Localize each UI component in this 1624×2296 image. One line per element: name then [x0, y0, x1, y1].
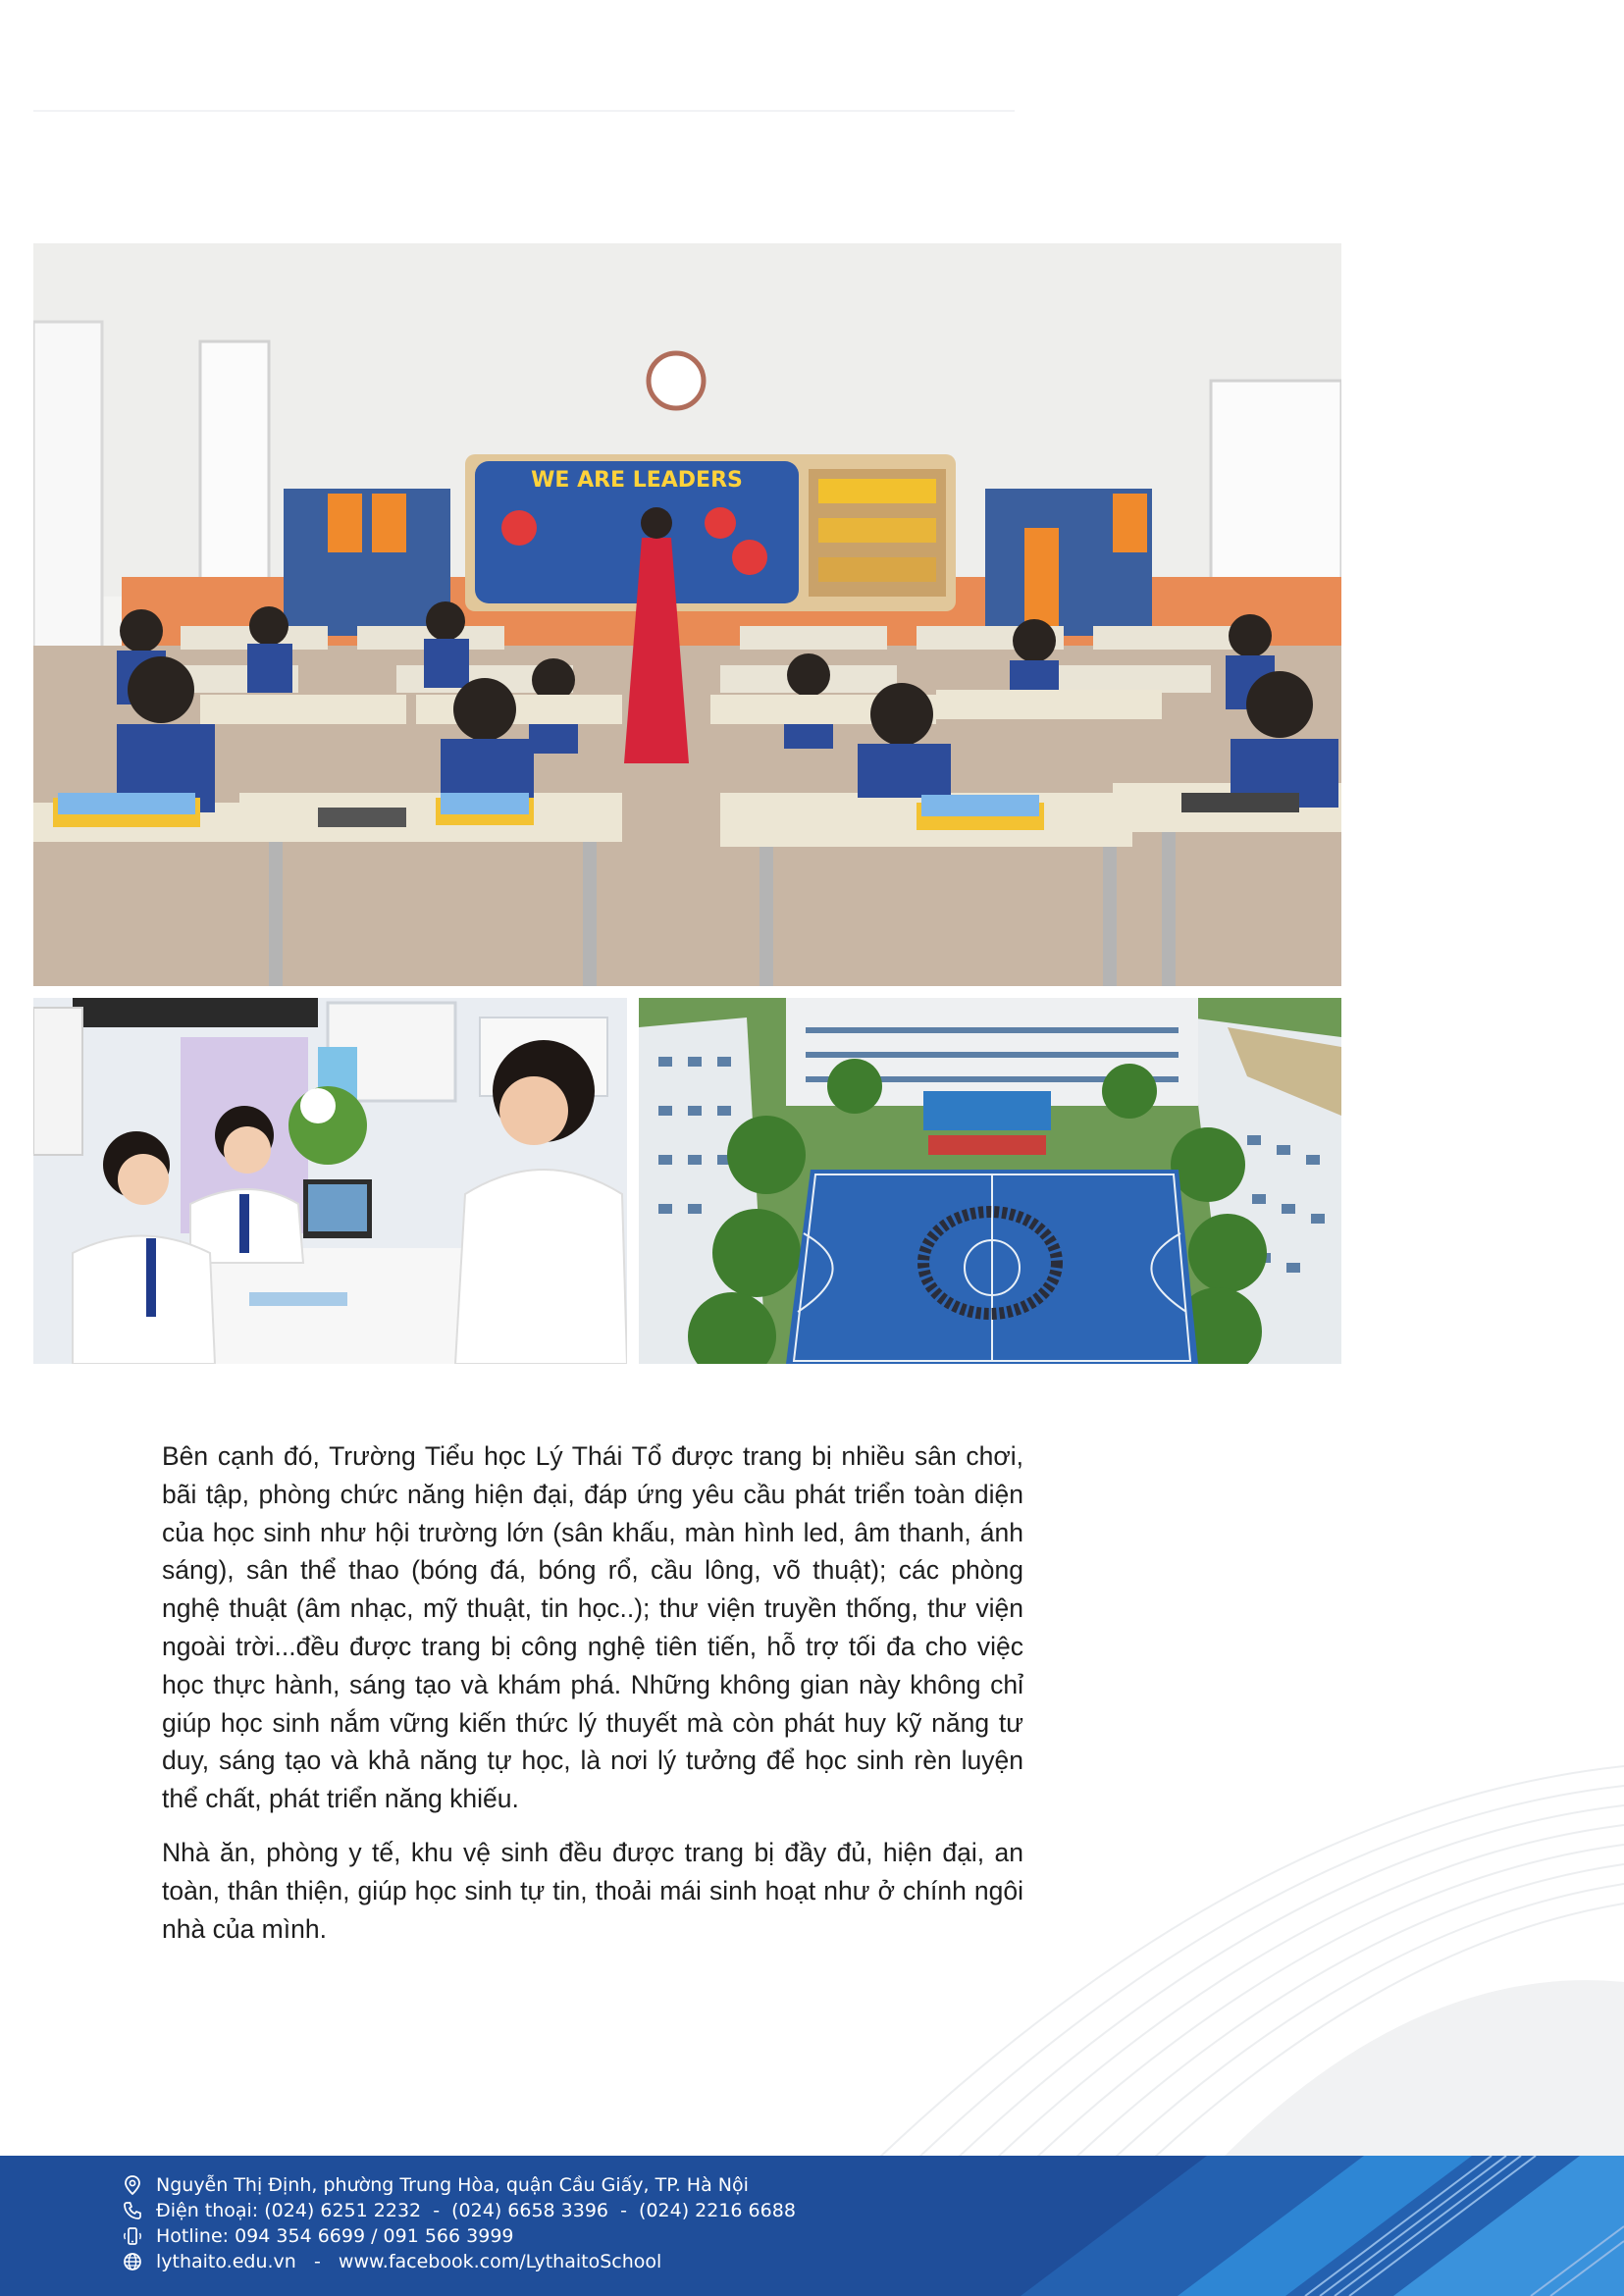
footer-address-text: Nguyễn Thị Định, phường Trung Hòa, quận Cầu Giấy, TP. Hà Nội [156, 2174, 749, 2196]
footer-hotline-text: Hotline: 094 354 6699 / 091 566 3999 [156, 2225, 514, 2247]
clinic-photo [33, 998, 627, 1364]
body-text [162, 1437, 1023, 1963]
paragraph-facilities: Bên cạnh đó, Trường Tiểu học Lý Thái Tổ được trang bị nhiều sân chơi, bãi tập, phòng chức năng hiện đại, đáp ứng yêu cầu phát triển toàn diện của học sinh như hội trường lớn (sân khấu, màn hình led, âm thanh, ánh sáng), sân thể thao (bóng đá, bóng rổ, cầu lông, võ thuật); các phòng nghệ thuật (âm nhạc, mỹ thuật, tin học..); thư viện truyền thống, thư viện ngoài trời...đều được trang bị công nghệ tiên tiến, hỗ trợ tối đa cho việc học thực hành, sáng tạo và khám phá. Những không gian này không chỉ giúp học sinh nắm vững kiến thức lý thuyết mà còn phát huy kỹ năng tư duy, sáng tạo và khả năng tự học, là nơi lý tưởng để học sinh rèn luyện thể chất, phát triển năng khiếu. [162, 1441, 1023, 1814]
footer-web-text[interactable]: lythaito.edu.vn - www.facebook.com/LythaitoSchool [156, 2251, 662, 2272]
location-pin-icon [123, 2175, 142, 2195]
top-divider [33, 110, 1015, 112]
footer-hotline [123, 2223, 796, 2249]
board-sign-text: WE ARE LEADERS [531, 468, 743, 493]
classroom-photo [33, 243, 1341, 986]
phone-icon [123, 2201, 142, 2220]
paragraph-amenities: Nhà ăn, phòng y tế, khu vệ sinh đều được trang bị đầy đủ, hiện đại, an toàn, thân thiện, giúp học sinh tự tin, thoải mái sinh hoạt như ở chính ngôi nhà của mình. [162, 1837, 1023, 1944]
aerial-courtyard-photo [639, 998, 1341, 1364]
footer-phone-text: Điện thoại: (024) 6251 2232 - (024) 6658 3396 - (024) 2216 6688 [156, 2200, 796, 2221]
footer-contact-bar [0, 2156, 1624, 2296]
mobile-phone-icon [123, 2226, 142, 2246]
globe-icon [123, 2252, 142, 2271]
footer-phone [123, 2198, 796, 2223]
footer-address [123, 2172, 796, 2198]
footer-web [123, 2249, 796, 2274]
